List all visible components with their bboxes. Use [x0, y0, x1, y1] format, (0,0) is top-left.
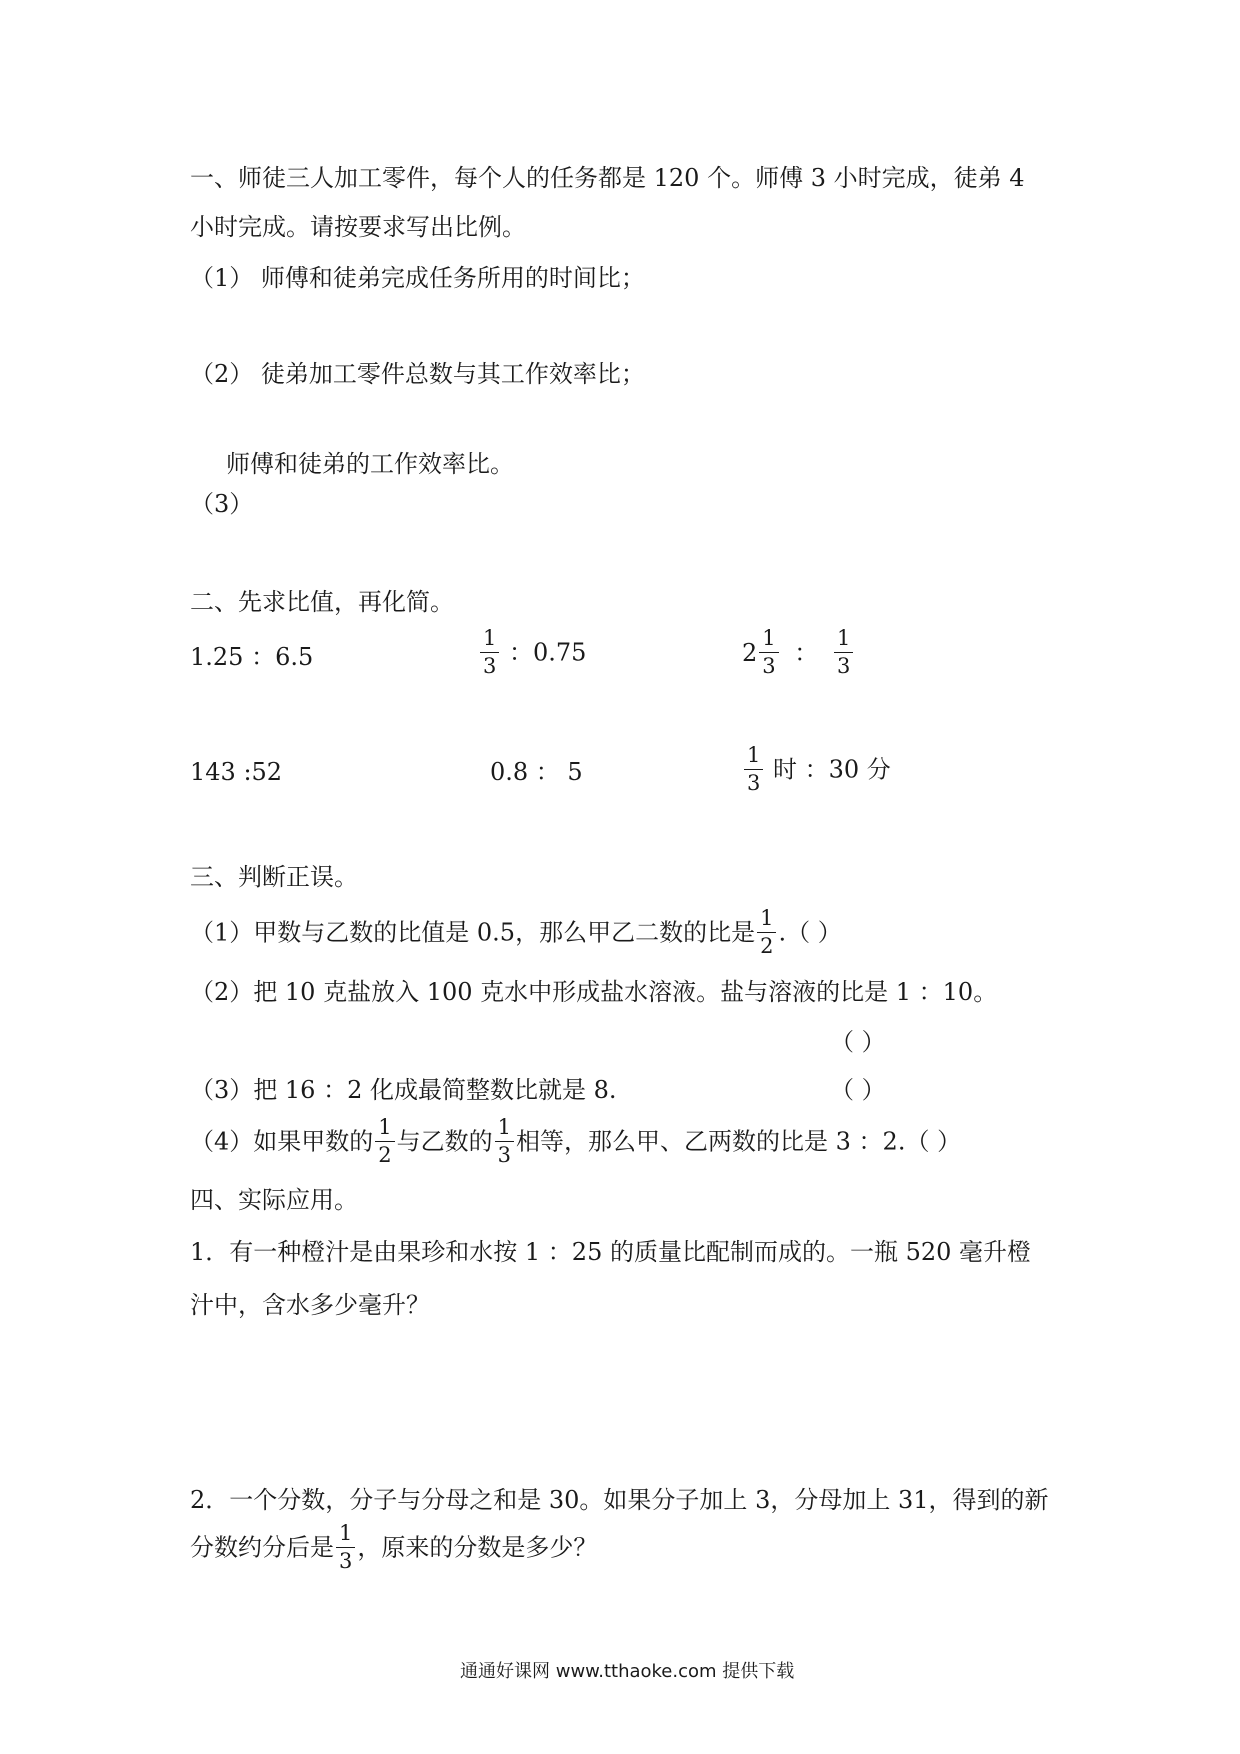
fraction [744, 745, 763, 794]
denominator: 3 [497, 1143, 512, 1167]
section1-heading-line1: 一、师徒三人加工零件，每个人的任务都是 120 个。师傅 3 小时完成，徒弟 4 [190, 164, 1025, 192]
denominator: 2 [378, 1143, 392, 1167]
judge-1-text: （1）甲数与乙数的比值是 0.5，那么甲乙二数的比是 [190, 918, 756, 947]
fraction [757, 908, 776, 957]
expr-6 [742, 745, 891, 794]
numerator: 1 [336, 1523, 355, 1548]
problem-1-line1: 1．有一种橙汁是由果珍和水按 1 ：25 的质量比配制而成的。一瓶 520 毫升橙 [190, 1238, 1032, 1266]
expr-2-rest: ：0.75 [509, 638, 587, 667]
expr-4: 143 :52 [190, 758, 283, 786]
numerator: 1 [834, 628, 853, 653]
problem-2-text-a: 分数约分后是 [190, 1533, 334, 1562]
expr-5: 0.8 ： 5 [490, 758, 583, 786]
numerator: 1 [744, 745, 763, 770]
expr-3 [742, 628, 855, 677]
section1-q1: （1） 师傅和徒弟完成任务所用的时间比； [190, 264, 645, 292]
judge-3-answer[interactable]: （ ） [830, 1076, 886, 1104]
judge-1-answer[interactable]: .（ ） [778, 918, 842, 947]
fraction [759, 628, 778, 677]
numerator: 1 [757, 908, 776, 933]
fraction [480, 628, 499, 677]
judge-4-text-b: 与乙数的 [396, 1127, 493, 1156]
judge-4-text-c[interactable]: 相等，那么甲、乙两数的比是 3 ：2.（ ） [516, 1127, 962, 1156]
ratio-colon: ： [794, 638, 819, 667]
section2-heading: 二、先求比值，再化简。 [190, 588, 454, 616]
judge-3: （3）把 16 ：2 化成最简整数比就是 8. [190, 1076, 617, 1104]
fraction [495, 1117, 514, 1166]
problem-1-line2: 汁中，含水多少毫升？ [190, 1291, 430, 1319]
denominator: 3 [483, 654, 497, 678]
problem-2-text-b: ，原来的分数是多少？ [357, 1533, 598, 1562]
judge-1 [190, 908, 842, 957]
expr-2 [478, 628, 586, 677]
section1-q2: （2） 徒弟加工零件总数与其工作效率比； [190, 360, 645, 388]
denominator: 2 [760, 934, 774, 958]
section3-heading: 三、判断正误。 [190, 863, 358, 891]
fraction [834, 628, 853, 677]
denominator: 3 [747, 771, 761, 795]
numerator: 1 [495, 1117, 514, 1142]
denominator: 3 [339, 1549, 353, 1573]
fraction [375, 1117, 394, 1166]
numerator: 1 [480, 628, 499, 653]
denominator: 3 [836, 654, 851, 678]
judge-2-answer[interactable]: （ ） [830, 1028, 886, 1056]
section1-heading-line2: 小时完成。请按要求写出比例。 [190, 213, 526, 241]
judge-4 [190, 1117, 961, 1166]
problem-2-line2 [190, 1523, 597, 1572]
judge-4-text-a: （4）如果甲数的 [190, 1127, 374, 1156]
numerator: 1 [759, 628, 778, 653]
problem-2-line1: 2．一个分数，分子与分母之和是 30。如果分子加上 3，分母加上 31，得到的新 [190, 1486, 1049, 1514]
expr-6-rest: 时 ：30 分 [773, 755, 891, 784]
mixed-integer: 2 [742, 638, 758, 667]
denominator: 3 [762, 654, 776, 678]
section1-q3-label: （3） [190, 490, 254, 518]
expr-1: 1.25 ：6.5 [190, 643, 314, 671]
numerator: 1 [375, 1117, 394, 1142]
section1-q3-text: 师傅和徒弟的工作效率比。 [226, 450, 514, 478]
fraction [336, 1523, 355, 1572]
judge-2: （2）把 10 克盐放入 100 克水中形成盐水溶液。盐与溶液的比是 1 ：10。 [190, 978, 998, 1006]
footer-credit: 通通好课网 www.tthaoke.com 提供下载 [460, 1661, 795, 1682]
section4-heading: 四、实际应用。 [190, 1186, 358, 1214]
